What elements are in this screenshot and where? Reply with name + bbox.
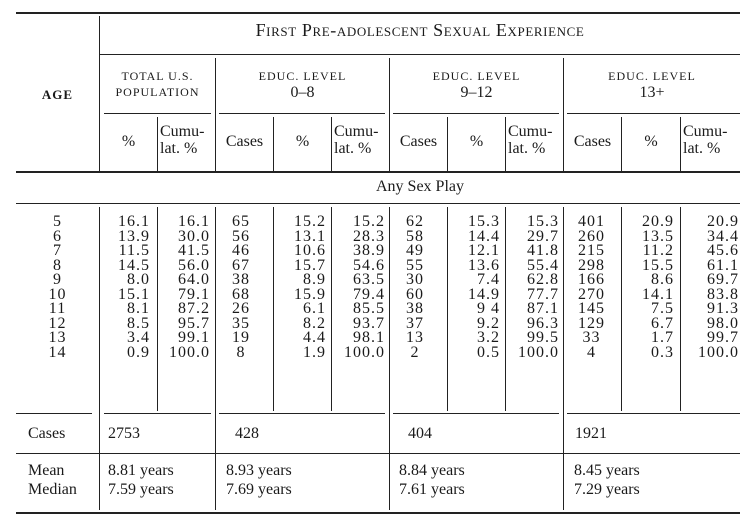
col-header-pct: % [469,133,484,150]
table-cell: 20.9 [707,213,739,230]
subcol-divider [157,117,158,172]
table-cell: 63.5 [353,271,385,288]
table-cell: 15.1 [118,285,150,303]
table-cell: 9 [53,271,62,288]
table-cell: 6.1 [303,300,326,317]
table-cell: 68 [232,285,250,303]
mean-rule [16,453,740,454]
educ-0-8-pct-column [274,215,326,360]
table-cell: 34.4 [707,227,739,245]
table-cell: 7 [53,242,62,259]
table-cell: 8.6 [651,271,674,288]
group-label-line1: EDUC. LEVEL [608,69,696,83]
cases-rule-total [104,413,211,414]
table-cell: 65 [232,213,250,230]
table-cell: 54.6 [353,256,385,274]
table-cell: 30.0 [178,227,210,245]
group-header-educ-9-12 [390,68,563,102]
table-cell: 38 [232,271,250,288]
table-cell: 14 [48,343,67,361]
table-cell: 7.4 [477,271,500,288]
group-label-line2: 9–12 [460,84,493,101]
cumu-line2: lat. % [334,140,372,157]
mean-median-educ-9-12 [399,461,465,499]
cases-rule-0-8 [219,413,385,414]
table-cell: 12 [48,314,67,332]
cases-total-us: 2753 [108,425,140,442]
table-cell: 14.1 [642,285,674,303]
table-cell: 35 [232,314,250,332]
table-cell: 99.5 [527,329,559,346]
table-cell: 15.3 [527,213,559,230]
table-cell: 15.2 [294,213,326,230]
table-cell: 98.1 [353,329,385,346]
mean-median-educ-13-plus [574,461,640,499]
group-label-line2: 0–8 [290,84,315,101]
table-cell: 83.8 [707,285,739,303]
median-value: 7.29 years [574,481,640,498]
table-cell: 56 [232,227,250,245]
group-label-line1: TOTAL U.S. [121,69,194,83]
col-header-cumulative [160,123,215,157]
educ-13-plus-cumu-column [681,215,739,360]
table-cell: 15.3 [468,213,500,230]
table-cell: 6.7 [651,314,674,332]
table-cell: 145 [578,300,605,317]
mean-value: 8.93 years [226,462,292,479]
median-value: 7.69 years [226,481,292,498]
table-cell: 270 [578,285,605,303]
cases-rule-9-12 [393,413,559,414]
table-cell: 13 [406,329,424,346]
table-cell: 129 [578,314,605,332]
table-cell: 28.3 [353,227,385,245]
table-cell: 3.4 [127,329,150,346]
table-cell: 13 [48,329,67,346]
table-title: First Pre-adolescent Sexual Experience [255,20,585,40]
table-cell: 260 [578,227,605,245]
table-cell: 4 [587,343,596,361]
median-value: 7.59 years [108,481,174,498]
cases-rule-13 [567,413,740,414]
table-cell: 8.5 [127,314,150,332]
educ-9-12-pct-column [448,215,500,360]
group-rule-13 [567,113,740,114]
table-cell: 8.2 [303,314,326,332]
table-cell: 16.1 [118,213,150,230]
table-cell: 93.7 [353,314,385,332]
table-cell: 15.5 [642,256,674,274]
mean-median-labels [28,461,77,499]
cumu-line2: lat. % [508,140,546,157]
table-cell: 7.5 [651,300,674,317]
table-cell: 4.4 [303,329,326,346]
table-cell: 38.9 [353,242,385,259]
cumu-line2: lat. % [160,140,198,157]
table-cell: 13.1 [294,227,326,245]
cumu-line1: Cumu- [683,123,728,140]
table-cell: 14.9 [468,285,500,303]
table-cell: 64.0 [178,271,210,288]
table-cell: 19 [232,329,250,346]
table-cell: 62.8 [527,271,559,288]
col-header-cases: Cases [573,133,612,150]
table-cell: 13.6 [468,256,500,274]
table-cell: 15.9 [294,285,326,303]
table-cell: 58 [406,227,424,245]
cumu-line1: Cumu- [508,123,553,140]
top-rule [16,12,740,14]
table-cell: 3.2 [477,329,500,346]
table-cell: 8.0 [127,271,150,288]
table-cell: 87.2 [178,300,210,317]
table-cell: 5 [53,213,62,230]
table-cell: 46 [232,242,250,259]
age-header: AGE [41,87,74,102]
table-cell: 69.7 [707,271,739,288]
table-cell: 45.6 [707,242,739,259]
table-cell: 11 [48,300,67,317]
table-cell: 9 4 [477,300,500,317]
age-column [16,215,99,360]
col-header-pct: % [121,133,136,150]
table-cell: 14.4 [468,227,500,245]
table-cell: 0.5 [477,343,500,361]
table-cell: 13.5 [642,227,674,245]
total-us-cumu-column [158,215,210,360]
subcol-divider [680,117,681,172]
table-cell: 77.7 [527,285,559,303]
header-bottom-rule [16,171,740,173]
group-rule-9-12 [393,113,559,114]
total-us-pct-column [100,215,150,360]
table-cell: 67 [232,256,250,274]
educ-9-12-cases-column [390,215,440,360]
mean-median-educ-0-8 [226,461,292,499]
table-cell: 85.5 [353,300,385,317]
table-cell: 6 [53,227,62,245]
table-cell: 1.9 [303,343,326,361]
table-cell: 29.7 [527,227,559,245]
subcol-divider [331,117,332,172]
educ-0-8-cumu-column [332,215,385,360]
table-cell: 2 [410,343,420,361]
table-cell: 96.3 [527,314,559,332]
table-cell: 16.1 [178,213,210,230]
group-rule-total [104,113,211,114]
educ-13-plus-cases-column [564,215,619,360]
table-cell: 98.0 [707,314,739,332]
table-cell: 8 [236,343,246,361]
table-cell: 55 [406,256,424,274]
table-cell: 215 [578,242,605,259]
table-cell: 0.3 [651,343,674,361]
table-cell: 49 [406,242,424,259]
title-rule [100,54,740,55]
cases-rule-age [16,413,92,414]
cases-label: Cases [28,425,66,442]
table-cell: 100.0 [344,343,385,361]
table-cell: 41.5 [178,242,210,259]
table-cell: 10.6 [294,242,326,259]
group-label-line1: EDUC. LEVEL [432,69,521,83]
table-cell: 55.4 [527,256,559,274]
table-cell: 8.1 [127,300,150,317]
table-cell: 401 [578,213,605,230]
table-cell: 56.0 [178,256,210,274]
table-cell: 8 [53,256,62,274]
col-header-cumulative [683,123,740,157]
cases-educ-13-plus: 1921 [575,425,607,442]
cumu-line2: lat. % [683,140,721,157]
table-cell: 60 [406,285,424,303]
table-cell: 15.7 [294,256,326,274]
col-header-cases: Cases [399,133,438,150]
mean-value: 8.45 years [574,462,640,479]
group-label-line2: 13+ [639,84,665,101]
table-cell: 100.0 [169,343,210,361]
group-rule-0-8 [219,113,385,114]
cumu-line1: Cumu- [160,123,205,140]
subcol-divider [505,117,506,172]
col-header-pct: % [644,133,658,150]
table-cell: 41.8 [527,242,559,259]
table-cell: 20.9 [642,213,674,230]
cumu-line1: Cumu- [334,123,379,140]
table-cell: 1.7 [651,329,674,346]
table-cell: 99.1 [178,329,210,346]
col-header-cumulative [334,123,389,157]
col-header-cumulative [508,123,563,157]
table-cell: 87.1 [527,300,559,317]
cases-educ-0-8: 428 [235,425,259,442]
table-cell: 14.5 [118,256,150,274]
table-cell: 9.2 [477,314,500,332]
bottom-rule [16,512,740,514]
table-cell: 38 [406,300,424,317]
educ-0-8-cases-column [216,215,266,360]
table-cell: 79.1 [178,285,210,303]
table-cell: 10 [48,285,67,303]
table-cell: 15.2 [353,213,385,230]
table-cell: 12.1 [468,242,500,259]
table-cell: 11.2 [642,242,674,259]
table-cell: 26 [232,300,250,317]
table-cell: 11.5 [118,242,150,259]
group-header-educ-13-plus [564,68,740,102]
educ-13-plus-pct-column [622,215,674,360]
group-label-line2: POPULATION [115,85,200,99]
section-rule [16,203,740,204]
group-header-educ-0-8 [216,68,389,102]
table-cell: 298 [578,256,605,274]
cases-educ-9-12: 404 [408,425,432,442]
mean-median-total-us [108,461,174,499]
median-label: Median [28,481,77,498]
mean-value: 8.81 years [108,462,174,479]
table-cell: 95.7 [178,314,210,332]
table-cell: 61.1 [707,256,739,274]
mean-label: Mean [28,462,65,479]
table-cell: 0.9 [127,343,150,361]
section-label: Any Sex Play [376,178,464,195]
mean-value: 8.84 years [399,462,465,479]
col-header-pct: % [295,133,310,150]
table-cell: 13.9 [118,227,150,245]
table-cell: 30 [406,271,424,288]
table-cell: 37 [406,314,424,332]
median-value: 7.61 years [399,481,465,498]
table-cell: 99.7 [707,329,739,346]
table-cell: 79.4 [353,285,385,303]
group-header-total-us [100,68,215,100]
table-cell: 62 [406,213,424,230]
table-cell: 91.3 [707,300,739,317]
table-cell: 100.0 [518,343,559,361]
table-cell: 100.0 [698,343,739,361]
col-header-cases: Cases [225,133,264,150]
table-cell: 166 [578,271,605,288]
educ-9-12-cumu-column [506,215,559,360]
table-cell: 33 [582,329,601,346]
group-label-line1: EDUC. LEVEL [258,69,347,83]
table-cell: 8.9 [303,271,326,288]
